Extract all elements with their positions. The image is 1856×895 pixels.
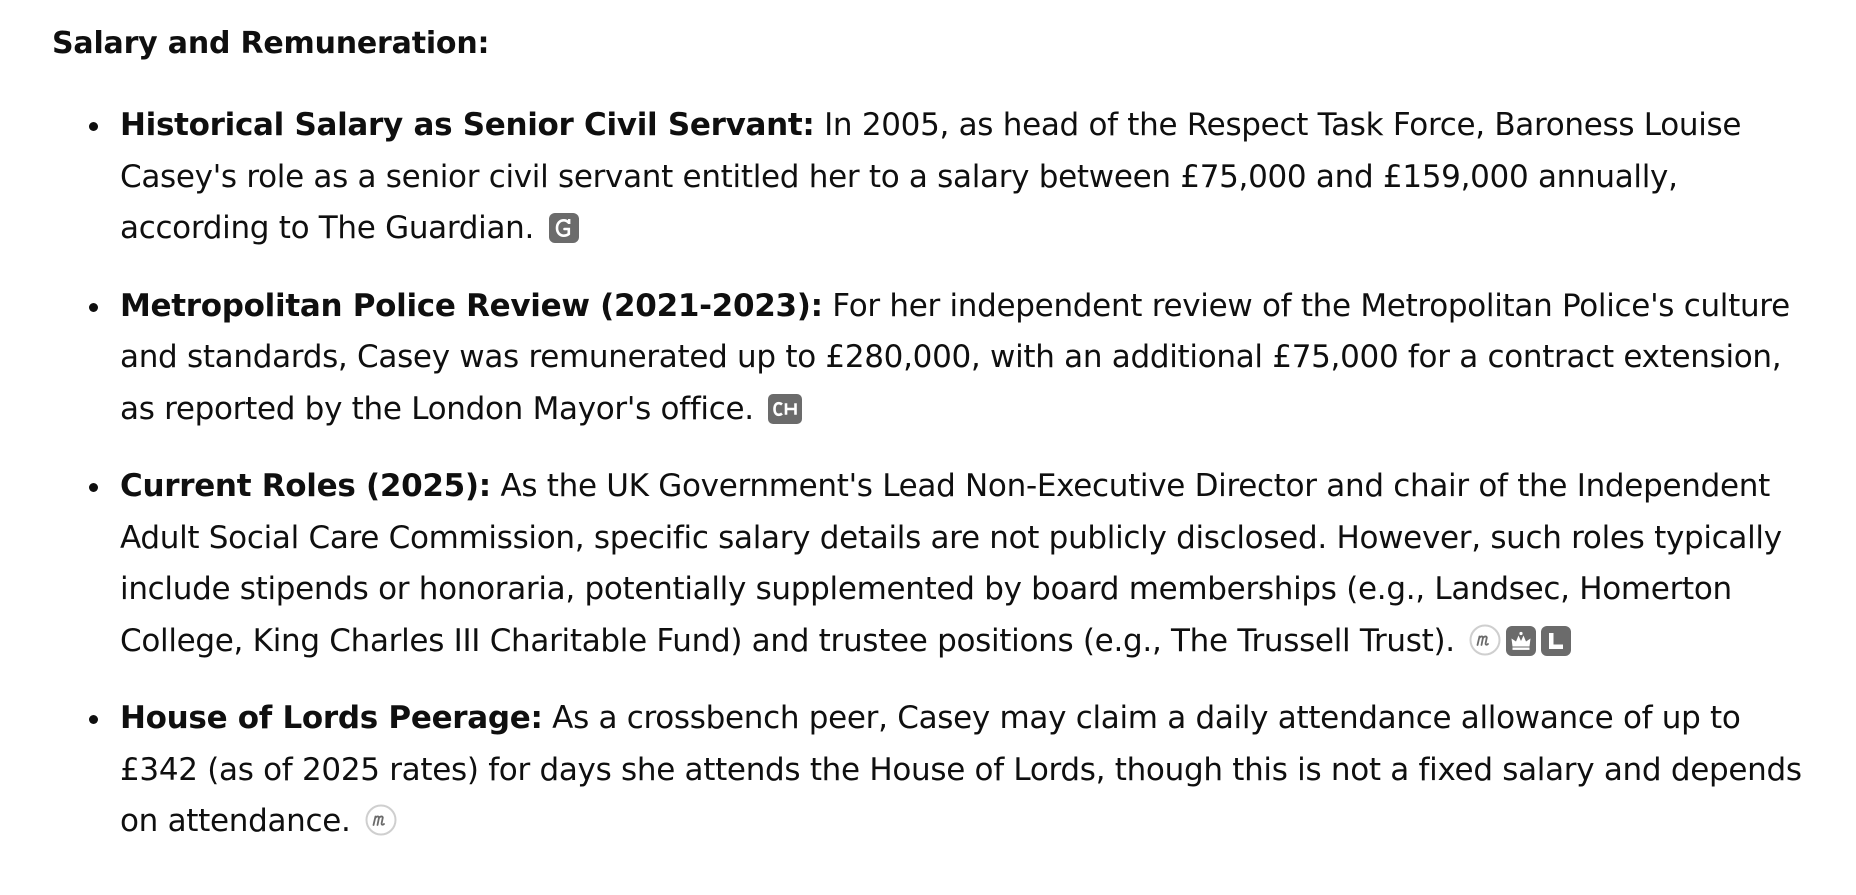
crown-icon[interactable]: [1506, 626, 1536, 656]
list-item: [52, 461, 1812, 667]
guardian-icon[interactable]: [549, 213, 579, 243]
item-label: Current Roles (2025):: [120, 468, 491, 504]
bullet-list: [52, 100, 1812, 848]
list-item: [52, 100, 1812, 255]
section-heading: Salary and Remuneration:: [52, 26, 490, 61]
list-item: [52, 693, 1812, 848]
item-text: In 2005, as head of the Respect Task Force, Baroness Louise Casey's role as a senior civil servant entitled her to a salary between £75,000 and £159,000 annually, according to The Guardian.: [120, 107, 1742, 246]
response-section: [52, 22, 1812, 874]
list-item: [52, 281, 1812, 436]
item-text: As the UK Government's Lead Non-Executive Director and chair of the Independent Adult Social Care Commission, specific salary details are not publicly disclosed. However, such roles typically include stipends or honoraria, potentially supplemented by board memberships (e.g., Landsec, Homerton College, King Charles III Charitable Fund) and trustee positions (e.g., The Trussell Trust).: [120, 468, 1782, 659]
l-icon[interactable]: [1541, 626, 1571, 656]
item-text: As a crossbench peer, Casey may claim a daily attendance allowance of up to £342 (as of 2025 rates) for days she attends the House of Lords, though this is not a fixed salary and depends on attendance.: [120, 700, 1802, 839]
item-label: House of Lords Peerage:: [120, 700, 543, 736]
item-text: For her independent review of the Metropolitan Police's culture and standards, Casey was remunerated up to £280,000, with an additional £75,000 for a contract extension, as reported by the London Mayor's office.: [120, 287, 1790, 427]
ch-icon[interactable]: [768, 394, 802, 424]
item-label: Metropolitan Police Review (2021-2023):: [120, 287, 823, 324]
item-label: Historical Salary as Senior Civil Servant:: [120, 107, 815, 143]
m-icon[interactable]: [1469, 624, 1501, 656]
m-icon[interactable]: [365, 804, 397, 836]
